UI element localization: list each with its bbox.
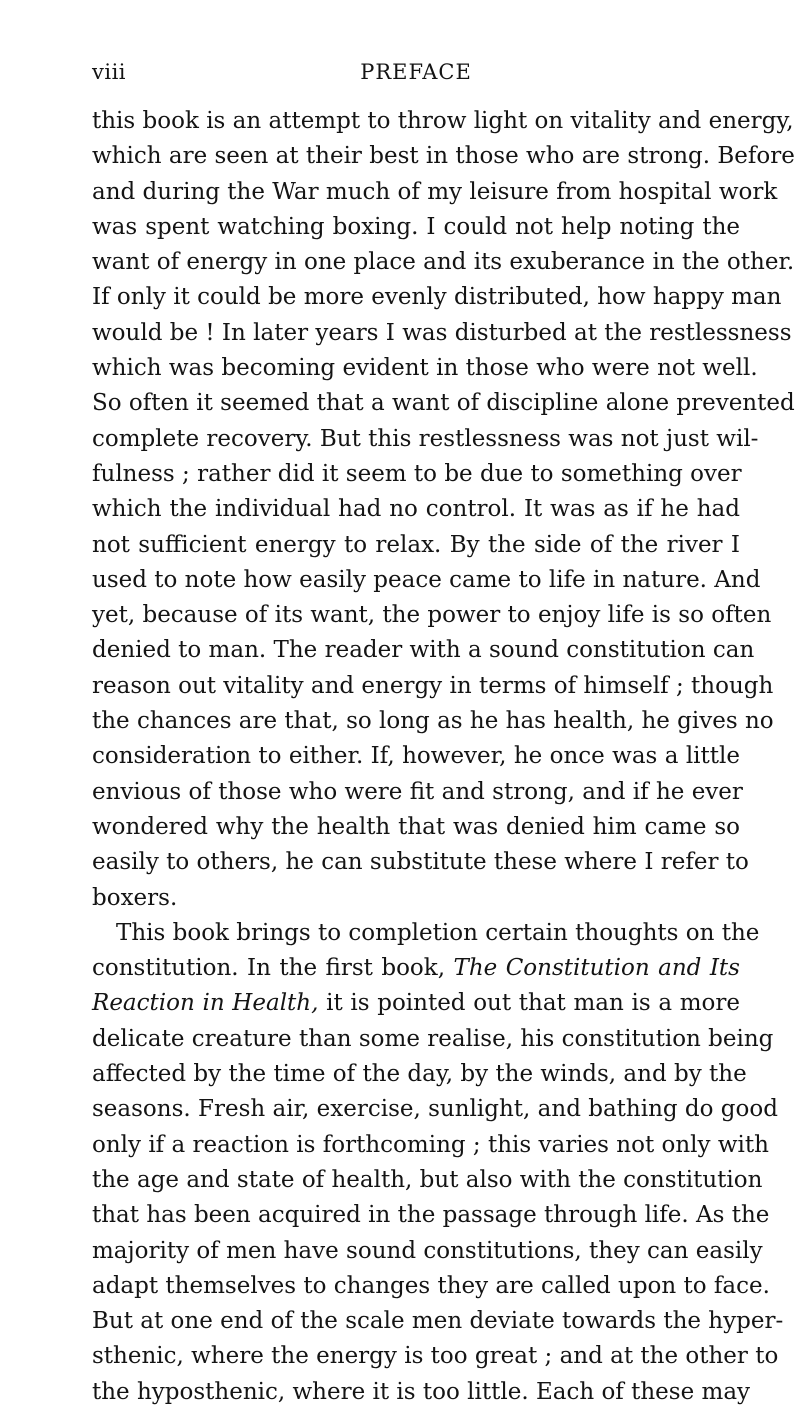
text-line: But at one end of the scale men deviate towards the hyper-	[92, 1308, 784, 1335]
text-line: seasons. Fresh air, exercise, sunlight, and bathing do good	[92, 1096, 778, 1123]
page-number: viii	[92, 60, 127, 84]
text-line: wondered why the health that was denied him came so	[92, 813, 740, 840]
page-header	[92, 60, 740, 90]
text-line: would be ! In later years I was disturbed at the restlessness	[92, 319, 792, 346]
text-line: which are seen at their best in those who are strong. Before	[92, 143, 795, 170]
text-line: sthenic, where the energy is too great ; and at the other to	[92, 1343, 779, 1370]
text-line: yet, because of its want, the power to enjoy life is so often	[92, 602, 772, 629]
text-line: affected by the time of the day, by the winds, and by the	[92, 1061, 747, 1088]
text-line-with-title	[92, 986, 740, 1021]
running-head: PREFACE	[360, 60, 472, 84]
text-line: complete recovery. But this restlessness was not just wil-	[92, 425, 759, 452]
text-line: reason out vitality and energy in terms of himself ; though	[92, 672, 774, 699]
text-line: So often it seemed that a want of discipline alone prevented	[92, 390, 795, 417]
text-segment: it is pointed out that man is a more	[318, 990, 740, 1017]
text-line: adapt themselves to changes they are called upon to face.	[92, 1272, 770, 1299]
text-line: which was becoming evident in those who were not well.	[92, 355, 758, 382]
book-title: The Constitution and Its	[453, 955, 740, 982]
text-line: easily to others, he can substitute these where I refer to	[92, 849, 749, 876]
text-line: which the individual had no control. It was as if he had	[92, 496, 740, 523]
text-line: consideration to either. If, however, he once was a little	[92, 743, 740, 770]
text-line: that has been acquired in the passage through life. As the	[92, 1202, 770, 1229]
text-line: and during the War much of my leisure from hospital work	[92, 178, 778, 205]
text-line: If only it could be more evenly distributed, how happy man	[92, 284, 782, 311]
text-line-with-title	[92, 951, 740, 986]
body-text	[92, 104, 795, 1410]
text-line: used to note how easily peace came to life in nature. And	[92, 566, 761, 593]
paragraph-end-line: boxers.	[92, 884, 178, 911]
text-line: the hyposthenic, where it is too little. Each of these may	[92, 1378, 751, 1405]
paragraph-start-line: This book brings to completion certain thoughts on the	[116, 919, 760, 946]
book-title: Reaction in Health,	[92, 990, 319, 1017]
text-line: majority of men have sound constitutions, they can easily	[92, 1237, 763, 1264]
text-line: only if a reaction is forthcoming ; this varies not only with	[92, 1131, 769, 1158]
text-line: this book is an attempt to throw light on vitality and energy,	[92, 108, 794, 134]
text-line: not sufficient energy to relax. By the side of the river I	[92, 531, 740, 558]
text-line: denied to man. The reader with a sound constitution can	[92, 637, 755, 664]
text-line: want of energy in one place and its exuberance in the other.	[92, 249, 795, 276]
text-line: fulness ; rather did it seem to be due to something over	[92, 460, 742, 487]
text-line: the age and state of health, but also with the constitution	[92, 1166, 763, 1193]
text-line: envious of those who were fit and strong, and if he ever	[92, 778, 743, 805]
text-line: delicate creature than some realise, his constitution being	[92, 1025, 774, 1052]
text-segment: constitution. In the first book,	[92, 955, 454, 982]
text-line: was spent watching boxing. I could not help noting the	[92, 213, 740, 240]
text-line: the chances are that, so long as he has health, he gives no	[92, 708, 774, 735]
